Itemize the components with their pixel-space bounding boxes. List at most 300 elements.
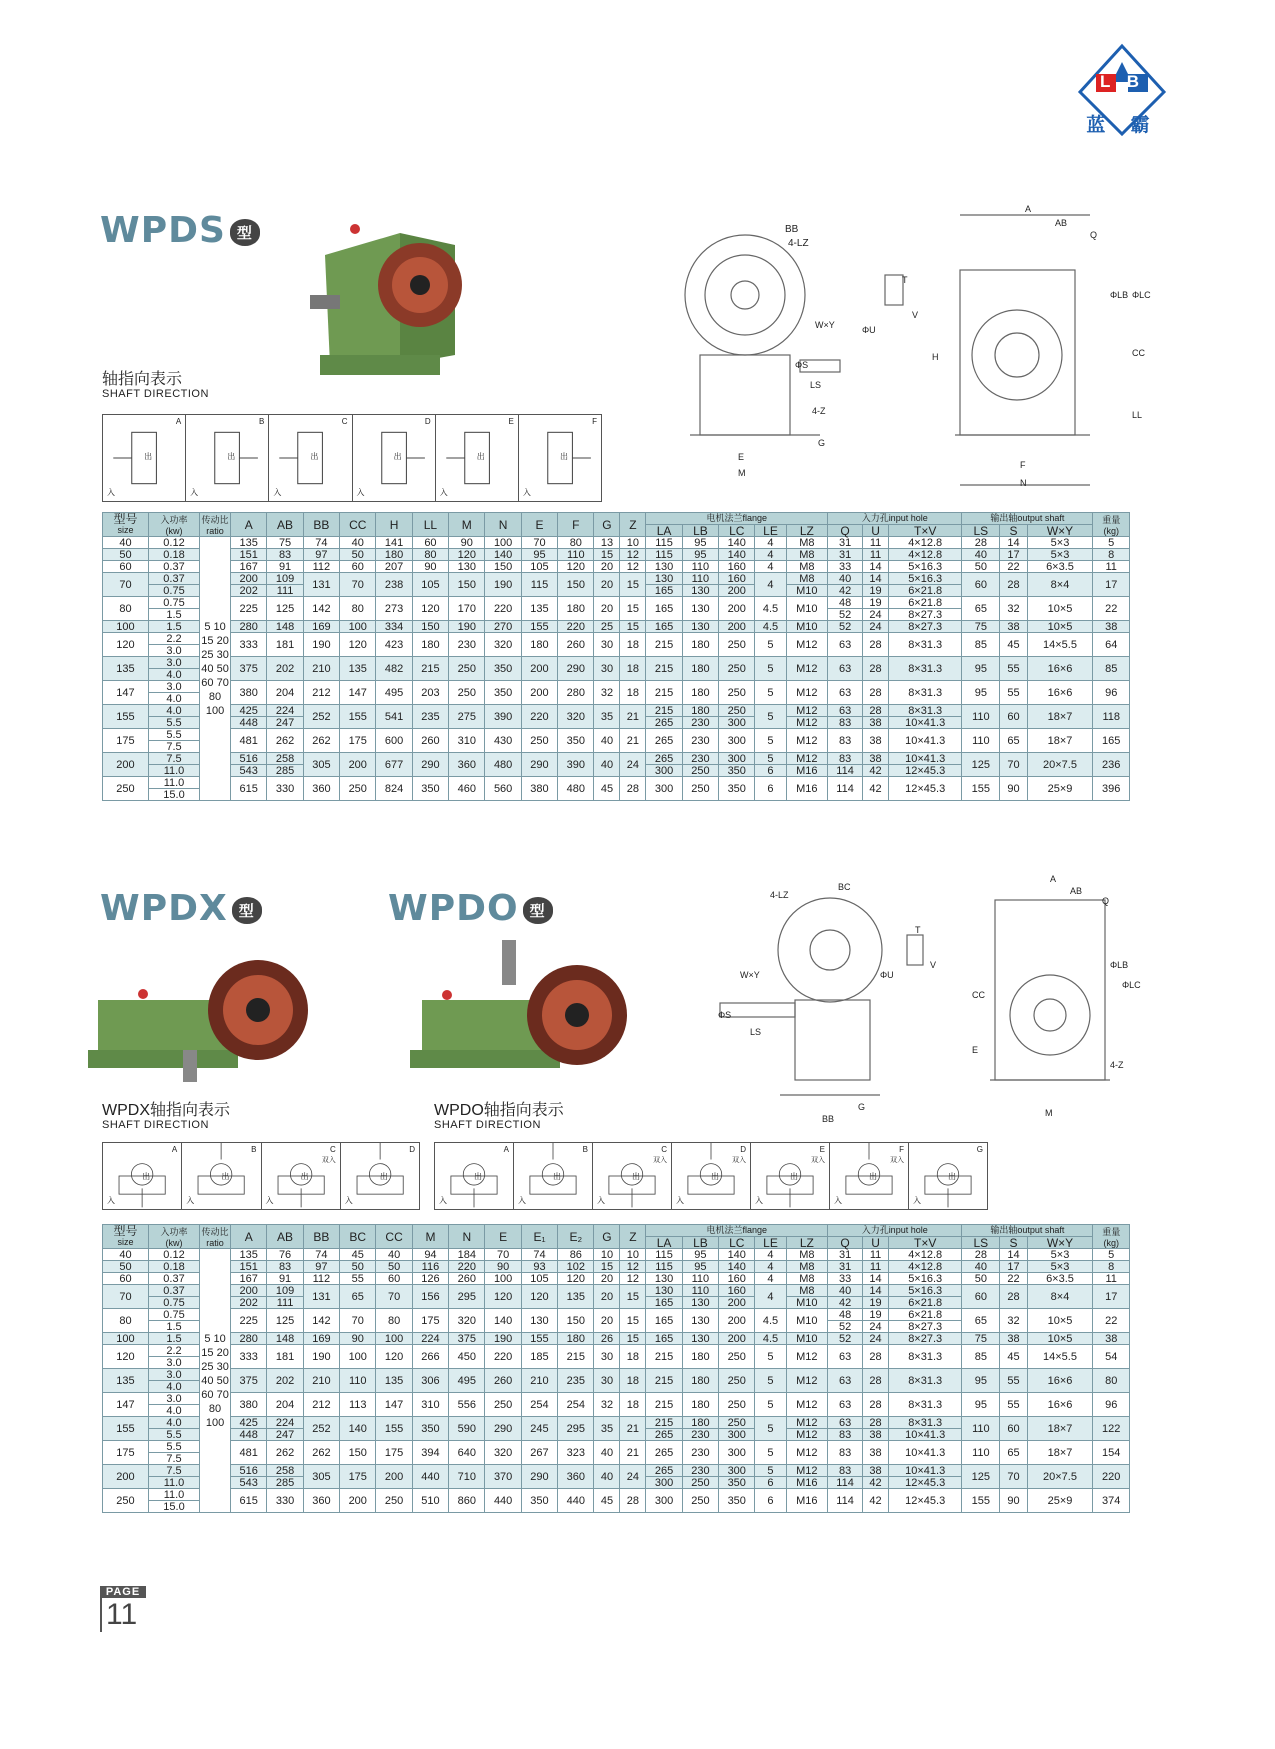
- direction-letter: D: [409, 1145, 415, 1154]
- table-cell: 140: [485, 549, 521, 561]
- table-cell: M8: [786, 1273, 828, 1285]
- table-cell: 677: [376, 753, 412, 777]
- table-cell: 5: [755, 705, 786, 729]
- table-cell: 350: [485, 681, 521, 705]
- table-cell: 285: [267, 765, 303, 777]
- table-cell: 250: [719, 681, 755, 705]
- table-cell: 10×41.3: [889, 729, 962, 753]
- output-marker: 出: [300, 1171, 309, 1181]
- table-cell: 4×12.8: [889, 549, 962, 561]
- table-cell: 3.0: [148, 1357, 199, 1369]
- table-cell: 5×16.3: [889, 561, 962, 573]
- table-cell: 95: [682, 1261, 718, 1273]
- table-cell: 31: [828, 537, 863, 549]
- table-cell: 252: [303, 705, 339, 729]
- direction-option: [830, 1143, 909, 1209]
- table-cell: 28: [863, 1345, 889, 1369]
- table-cell: 4.0: [148, 705, 199, 717]
- table-cell: 215: [646, 1369, 682, 1393]
- table-cell: 50: [103, 549, 149, 561]
- table-cell: 109: [267, 573, 303, 585]
- table-cell: 250: [682, 777, 718, 801]
- table-cell: 215: [646, 1417, 682, 1429]
- output-marker: 出: [474, 1171, 482, 1181]
- dim2-4lz: 4-LZ: [770, 890, 789, 900]
- table-cell: 6×21.8: [889, 597, 962, 609]
- table-cell: 142: [303, 1309, 339, 1333]
- table-cell: 135: [103, 657, 149, 681]
- table-cell: 115: [646, 537, 682, 549]
- header-output: 输出轴output shaft: [962, 513, 1093, 525]
- table-cell: 615: [231, 777, 267, 801]
- table-cell: M10: [786, 585, 828, 597]
- header-cell: LB: [682, 1237, 718, 1249]
- table-cell: 425: [231, 705, 267, 717]
- table-cell: 38: [863, 753, 889, 765]
- table-cell: 190: [485, 1333, 521, 1345]
- table-cell: 180: [682, 657, 718, 681]
- table-cell: 151: [231, 1261, 267, 1273]
- input-marker: 入: [518, 1196, 526, 1205]
- dim-n: N: [1020, 478, 1027, 488]
- table-cell: 350: [719, 1489, 755, 1513]
- table-cell: 50: [340, 1261, 376, 1273]
- dim2-bb: BB: [822, 1114, 835, 1124]
- table-cell: 5×3: [1027, 1249, 1093, 1261]
- table-cell: 370: [485, 1465, 521, 1489]
- table-cell: 125: [267, 597, 303, 621]
- direction-letter: B: [582, 1145, 588, 1154]
- table-cell: 38: [1000, 621, 1027, 633]
- table-cell: 180: [682, 705, 718, 717]
- logo-letters: L B: [1100, 72, 1146, 91]
- table-cell: 80: [1093, 1369, 1130, 1393]
- table-cell: 200: [103, 753, 149, 777]
- table-cell: 180: [376, 549, 412, 561]
- header-cell: LL: [412, 513, 448, 537]
- table-cell: 147: [340, 681, 376, 705]
- table-cell: 380: [521, 777, 557, 801]
- table-cell: 28: [863, 1393, 889, 1417]
- table-cell: 215: [646, 657, 682, 681]
- dim2-ab: AB: [1070, 886, 1083, 896]
- table-cell: 38: [863, 1465, 889, 1477]
- table-cell: 135: [340, 657, 376, 681]
- table-cell: 22: [1093, 597, 1130, 621]
- table-cell: 212: [303, 1393, 339, 1417]
- table-cell: 8×31.3: [889, 705, 962, 717]
- table-cell: 135: [103, 1369, 149, 1393]
- table-cell: 111: [267, 585, 303, 597]
- table-cell: 4.0: [148, 1381, 199, 1393]
- table-cell: 360: [303, 1489, 339, 1513]
- header-cell: M: [412, 1225, 448, 1249]
- table-cell: 165: [1093, 729, 1130, 753]
- input-marker: 入: [439, 1196, 447, 1205]
- header-cell: 轴指向表示: [102, 371, 183, 388]
- table-cell: 135: [231, 537, 267, 549]
- table-cell: 20×7.5: [1027, 1465, 1093, 1489]
- table-cell: 130: [682, 1333, 718, 1345]
- table-cell: 80: [412, 549, 448, 561]
- table-cell: 250: [719, 1345, 755, 1369]
- table-cell: 130: [646, 561, 682, 573]
- table-cell: 4×12.8: [889, 1261, 962, 1273]
- table-cell: 28: [962, 1249, 1000, 1261]
- table-cell: 710: [449, 1465, 485, 1489]
- output-marker: 出: [948, 1171, 956, 1181]
- table-cell: 8×31.3: [889, 633, 962, 657]
- table-cell: 200: [719, 1297, 755, 1309]
- header-kw: [148, 1225, 199, 1249]
- table-cell: 5×16.3: [889, 1285, 962, 1297]
- direction-option: [353, 415, 436, 501]
- header-cell: G: [594, 513, 620, 537]
- table-cell: 130: [449, 561, 485, 573]
- header-cell: S: [1000, 525, 1027, 537]
- table-cell: 333: [231, 633, 267, 657]
- table-cell: 8×27.3: [889, 609, 962, 621]
- table-cell: 15.0: [148, 789, 199, 801]
- table-cell: 50: [962, 1273, 1000, 1285]
- table-cell: 70: [1000, 1465, 1027, 1489]
- table-cell: 14: [1000, 537, 1027, 549]
- table-cell: 860: [449, 1489, 485, 1513]
- table-cell: 63: [828, 705, 863, 717]
- table-cell: 140: [719, 549, 755, 561]
- direction-option: [262, 1143, 341, 1209]
- table-cell: 70: [1000, 753, 1027, 777]
- table-cell: 28: [620, 777, 646, 801]
- table-cell: 160: [719, 573, 755, 585]
- header-cell: LS: [962, 525, 1000, 537]
- header-cell: AB: [267, 1225, 303, 1249]
- dim-philc: ΦLC: [1132, 290, 1151, 300]
- table-cell: 75: [962, 621, 1000, 633]
- table-cell: 10×5: [1027, 1309, 1093, 1333]
- header-cell: SHAFT DIRECTION: [102, 1119, 209, 1131]
- table-cell: 42: [863, 1489, 889, 1513]
- table-cell: 225: [231, 1309, 267, 1333]
- table-cell: 50: [340, 549, 376, 561]
- table-cell: 90: [485, 1261, 521, 1273]
- header-cell: LS: [962, 1237, 1000, 1249]
- header-cell: 传动比: [201, 1226, 229, 1237]
- table-cell: 18: [620, 633, 646, 657]
- table-cell: 63: [828, 1417, 863, 1429]
- dim2-e: E: [972, 1045, 979, 1055]
- header-cell: G: [594, 1225, 620, 1249]
- table-cell: 141: [376, 537, 412, 549]
- wpdx-spec-table: [102, 1224, 1130, 1513]
- table-cell: 360: [303, 777, 339, 801]
- dim2-t: T: [915, 925, 921, 935]
- table-cell: 28: [620, 1489, 646, 1513]
- table-cell: 80: [340, 597, 376, 621]
- output-marker: 出: [790, 1171, 798, 1181]
- table-row: [103, 1345, 1130, 1357]
- table-cell: 425: [231, 1417, 267, 1429]
- table-cell: 12×45.3: [889, 1489, 962, 1513]
- table-cell: 5: [1093, 537, 1130, 549]
- table-row: [103, 1441, 1130, 1453]
- table-cell: 38: [863, 1441, 889, 1465]
- table-cell: 235: [558, 1369, 594, 1393]
- table-cell: 3.0: [148, 1369, 199, 1381]
- header-flange: 电机法兰flange: [646, 513, 828, 525]
- table-cell: 18×7: [1027, 729, 1093, 753]
- table-cell: 155: [340, 705, 376, 729]
- header-flange: 电机法兰flange: [646, 1225, 828, 1237]
- table-cell: 280: [231, 621, 267, 633]
- table-row: [103, 597, 1130, 609]
- table-cell: M8: [786, 1249, 828, 1261]
- table-cell: 360: [558, 1465, 594, 1489]
- table-cell: 20: [594, 597, 620, 621]
- table-cell: 8×31.3: [889, 1393, 962, 1417]
- table-cell: 285: [267, 1477, 303, 1489]
- wpdo-xing: 型: [523, 897, 553, 924]
- dim2-g: G: [858, 1102, 866, 1112]
- table-cell: 824: [376, 777, 412, 801]
- table-cell: 180: [682, 1417, 718, 1429]
- dual-input-marker: 双入: [653, 1157, 667, 1164]
- table-cell: 250: [521, 729, 557, 753]
- table-cell: 40: [376, 1249, 412, 1261]
- table-cell: 250: [682, 765, 718, 777]
- header-weight: [1093, 513, 1130, 537]
- table-cell: 83: [267, 1261, 303, 1273]
- table-cell: 5: [755, 729, 786, 753]
- table-cell: 220: [485, 1345, 521, 1369]
- table-cell: 250: [719, 705, 755, 717]
- table-cell: 190: [485, 573, 521, 597]
- table-cell: 262: [267, 1441, 303, 1465]
- table-cell: 215: [646, 633, 682, 657]
- table-cell: 200: [231, 573, 267, 585]
- table-cell: 42: [828, 585, 863, 597]
- table-cell: 175: [103, 1441, 149, 1465]
- table-cell: 323: [558, 1441, 594, 1465]
- table-cell: 85: [962, 633, 1000, 657]
- table-cell: 200: [521, 681, 557, 705]
- table-cell: 83: [828, 1429, 863, 1441]
- table-cell: 5×16.3: [889, 573, 962, 585]
- table-cell: M12: [786, 705, 828, 717]
- table-cell: 250: [719, 1393, 755, 1417]
- table-cell: 260: [449, 1273, 485, 1285]
- table-cell: 5: [755, 1465, 786, 1477]
- table-cell: 93: [521, 1261, 557, 1273]
- header-cell: WPDS: [100, 210, 226, 251]
- table-cell: 5 10 15 20 25 30 40 50 60 70 80 100: [200, 1249, 231, 1513]
- header-cell: 传动比: [201, 514, 229, 525]
- table-cell: 4.5: [755, 597, 786, 621]
- table-cell: 91: [267, 1273, 303, 1285]
- table-cell: 267: [521, 1441, 557, 1465]
- table-cell: 200: [719, 1333, 755, 1345]
- table-cell: 28: [863, 705, 889, 717]
- table-cell: 230: [449, 633, 485, 657]
- table-cell: 6: [755, 1489, 786, 1513]
- table-cell: 95: [962, 657, 1000, 681]
- table-cell: 290: [485, 1417, 521, 1441]
- table-cell: 8×31.3: [889, 1369, 962, 1393]
- table-cell: 17: [1093, 573, 1130, 597]
- table-cell: 65: [1000, 1441, 1027, 1465]
- table-cell: 148: [267, 621, 303, 633]
- table-cell: 70: [103, 1285, 149, 1309]
- dim-ab: AB: [1055, 218, 1068, 228]
- table-cell: 215: [412, 657, 448, 681]
- dim-wxy: W×Y: [815, 320, 835, 330]
- table-cell: 63: [828, 633, 863, 657]
- table-cell: 33: [828, 1273, 863, 1285]
- table-cell: 150: [412, 621, 448, 633]
- table-row: [103, 1333, 1130, 1345]
- table-cell: 265: [646, 729, 682, 753]
- dim2-4z: 4-Z: [1110, 1060, 1124, 1070]
- dim2-philc: ΦLC: [1122, 980, 1141, 990]
- table-cell: 45: [1000, 633, 1027, 657]
- table-cell: 295: [449, 1285, 485, 1309]
- table-cell: 280: [558, 681, 594, 705]
- table-row: [103, 1489, 1130, 1501]
- header-cell: AB: [267, 513, 303, 537]
- table-row: [103, 753, 1130, 765]
- header-size: [103, 1225, 149, 1249]
- table-cell: 254: [558, 1393, 594, 1417]
- direction-letter: B: [251, 1145, 257, 1154]
- table-cell: 215: [646, 705, 682, 717]
- table-cell: 155: [521, 621, 557, 633]
- dim-m: M: [738, 468, 746, 478]
- table-cell: 55: [1000, 1393, 1027, 1417]
- table-cell: 482: [376, 657, 412, 681]
- table-cell: 10: [620, 1249, 646, 1261]
- table-cell: 52: [828, 1333, 863, 1345]
- table-cell: M12: [786, 1345, 828, 1369]
- table-cell: 334: [376, 621, 412, 633]
- table-row: [103, 1417, 1130, 1429]
- table-cell: 96: [1093, 1393, 1130, 1417]
- table-cell: 38: [863, 729, 889, 753]
- table-cell: 220: [521, 705, 557, 729]
- table-row: [103, 657, 1130, 669]
- table-cell: 25×9: [1027, 1489, 1093, 1513]
- table-cell: 204: [267, 1393, 303, 1417]
- table-cell: 167: [231, 561, 267, 573]
- input-marker: 入: [356, 488, 365, 497]
- direction-letter: E: [819, 1145, 825, 1154]
- table-cell: 97: [303, 549, 339, 561]
- table-cell: 203: [412, 681, 448, 705]
- table-cell: 95: [521, 549, 557, 561]
- header-cell: 入功率: [160, 1226, 188, 1237]
- table-cell: 60: [962, 1285, 1000, 1309]
- table-cell: 224: [267, 1417, 303, 1429]
- table-cell: 4×12.8: [889, 537, 962, 549]
- table-cell: 70: [103, 573, 149, 597]
- table-cell: 300: [646, 777, 682, 801]
- dim-philb: ΦLB: [1110, 290, 1129, 300]
- input-marker: 入: [522, 488, 531, 497]
- header-cell: LB: [682, 525, 718, 537]
- table-cell: 11: [1093, 1273, 1130, 1285]
- table-cell: 45: [1000, 1345, 1027, 1369]
- table-cell: 181: [267, 633, 303, 657]
- table-cell: 235: [412, 705, 448, 729]
- dim2-q: Q: [1102, 896, 1110, 906]
- table-cell: 0.75: [148, 585, 199, 597]
- table-cell: 4.5: [755, 621, 786, 633]
- table-cell: 17: [1093, 1285, 1130, 1309]
- table-cell: 165: [646, 621, 682, 633]
- table-cell: 40: [594, 753, 620, 777]
- table-cell: 4.0: [148, 693, 199, 705]
- table-cell: M12: [786, 657, 828, 681]
- table-cell: 90: [1000, 777, 1027, 801]
- table-cell: 250: [719, 1369, 755, 1393]
- table-cell: 350: [719, 1477, 755, 1489]
- table-cell: 30: [594, 657, 620, 681]
- table-cell: 10×5: [1027, 621, 1093, 633]
- header-cell: Q: [828, 525, 863, 537]
- table-cell: 202: [231, 585, 267, 597]
- table-cell: 11.0: [148, 1489, 199, 1501]
- table-cell: 0.37: [148, 1273, 199, 1285]
- header-cell: ratio: [206, 1237, 224, 1248]
- table-cell: 70: [521, 537, 557, 549]
- table-cell: 14: [863, 1273, 889, 1285]
- table-cell: 212: [303, 681, 339, 705]
- header-cell: size: [117, 525, 134, 535]
- table-cell: 18: [620, 1345, 646, 1369]
- table-cell: 30: [594, 633, 620, 657]
- table-cell: 55: [1000, 1369, 1027, 1393]
- table-cell: 394: [412, 1441, 448, 1465]
- table-cell: 300: [646, 765, 682, 777]
- table-cell: 114: [828, 765, 863, 777]
- table-cell: 12: [620, 561, 646, 573]
- table-cell: 38: [863, 1429, 889, 1441]
- table-cell: 0.75: [148, 1297, 199, 1309]
- table-cell: 130: [646, 1273, 682, 1285]
- table-cell: 260: [412, 729, 448, 753]
- table-cell: 266: [412, 1345, 448, 1369]
- table-cell: 165: [646, 1297, 682, 1309]
- direction-option: [182, 1143, 261, 1209]
- table-cell: 4: [755, 573, 786, 597]
- table-cell: 115: [646, 1249, 682, 1261]
- table-cell: 450: [449, 1345, 485, 1369]
- table-cell: 15.0: [148, 1501, 199, 1513]
- table-cell: 320: [485, 1441, 521, 1465]
- table-cell: 247: [267, 717, 303, 729]
- table-cell: 265: [646, 1429, 682, 1441]
- header-cell: E₁: [521, 1225, 557, 1249]
- output-marker: 出: [559, 452, 568, 462]
- table-cell: 115: [646, 549, 682, 561]
- table-cell: 16×6: [1027, 1393, 1093, 1417]
- table-cell: 273: [376, 597, 412, 621]
- table-cell: 300: [646, 1477, 682, 1489]
- table-cell: 560: [485, 777, 521, 801]
- table-cell: 0.37: [148, 573, 199, 585]
- table-cell: 97: [303, 1261, 339, 1273]
- table-cell: 15: [620, 1285, 646, 1309]
- table-cell: 262: [303, 729, 339, 753]
